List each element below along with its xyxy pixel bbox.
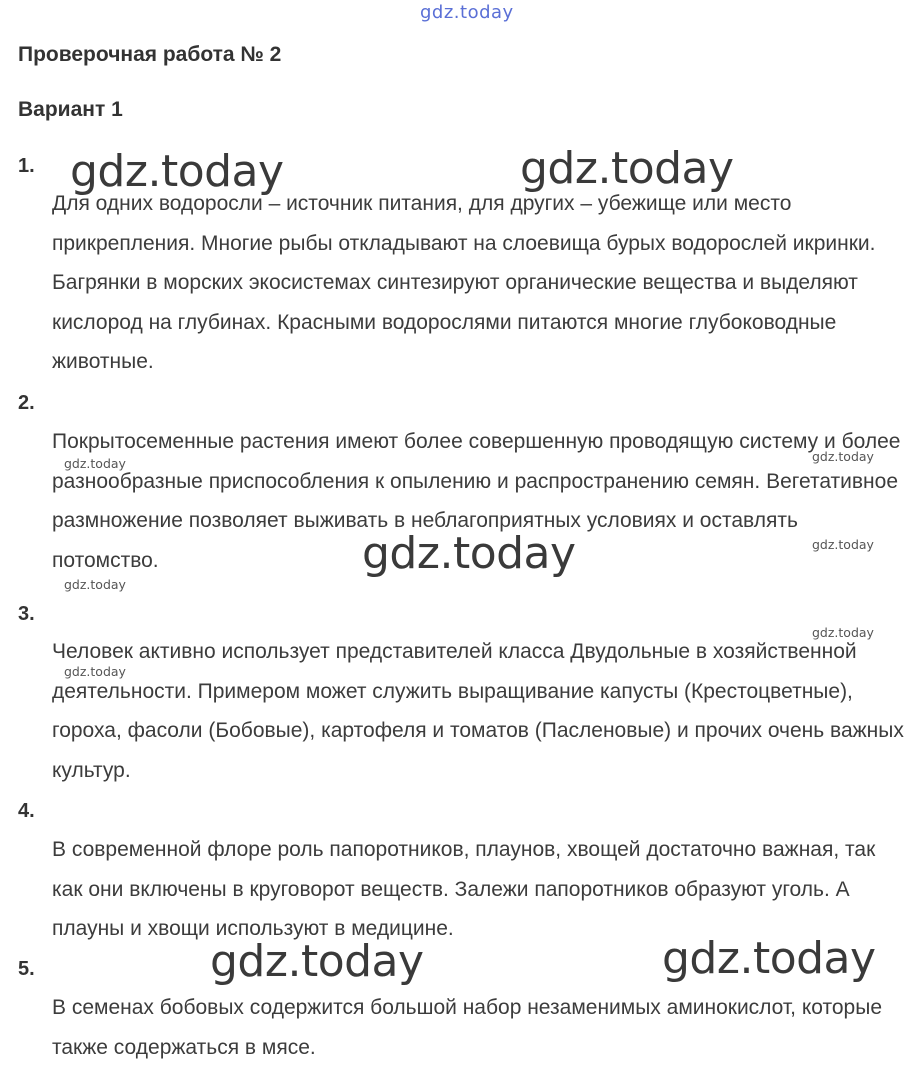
item-text-5: В семенах бобовых содержится большой набор незаменимых аминокислот, которые также содержаться в мясе. xyxy=(52,996,883,1059)
page-title: Проверочная работа № 2 xyxy=(18,43,282,66)
watermark-large: gdz.today xyxy=(662,933,876,984)
item-number-1: 1. xyxy=(18,155,35,177)
watermark-small: gdz.today xyxy=(812,449,874,464)
item-number-5: 5. xyxy=(18,958,35,980)
watermark-large: gdz.today xyxy=(520,143,734,194)
watermark-large: gdz.today xyxy=(362,528,576,579)
item-text-1: Для одних водоросли – источник питания, для других – убежище или место прикрепления. Многие рыбы откладывают на слоевища бурых водорослей икринки. Багрянки в морских экосистемах синтезируют органические вещества и выделяют кислород на глубинах. Красными водорослями питаются многие глубоководные животные. xyxy=(52,192,876,373)
item-number-4: 4. xyxy=(18,800,35,822)
watermark-small: gdz.today xyxy=(812,625,874,640)
watermark-small: gdz.today xyxy=(64,577,126,592)
watermark-top: gdz.today xyxy=(420,2,514,23)
item-text-3: Человек активно использует представителей класса Двудольные в хозяйственной деятельности. Примером может служить выращивание капусты (Крестоцветные), гороха, фасоли (Бобовые), картофеля и томатов (Пасленовые) и прочих очень важных культур. xyxy=(52,640,904,782)
item-number-3: 3. xyxy=(18,603,35,625)
watermark-small: gdz.today xyxy=(812,537,874,552)
item-text-4: В современной флоре роль папоротников, плаунов, хвощей достаточно важная, так как они включены в круговорот веществ. Залежи папоротников образуют уголь. А плауны и хвощи используют в медицине. xyxy=(52,838,876,940)
item-text-2: Покрытосеменные растения имеют более совершенную проводящую систему и более разнообразные приспособления к опылению и распространению семян. Вегетативное размножение позволяет выживать в неблагоприятных условиях и оставлять потомство. xyxy=(52,430,901,572)
watermark-small: gdz.today xyxy=(64,456,126,471)
variant-heading: Вариант 1 xyxy=(18,98,123,121)
watermark-large: gdz.today xyxy=(70,146,284,197)
watermark-large: gdz.today xyxy=(210,936,424,987)
watermark-small: gdz.today xyxy=(64,664,126,679)
item-number-2: 2. xyxy=(18,392,35,414)
